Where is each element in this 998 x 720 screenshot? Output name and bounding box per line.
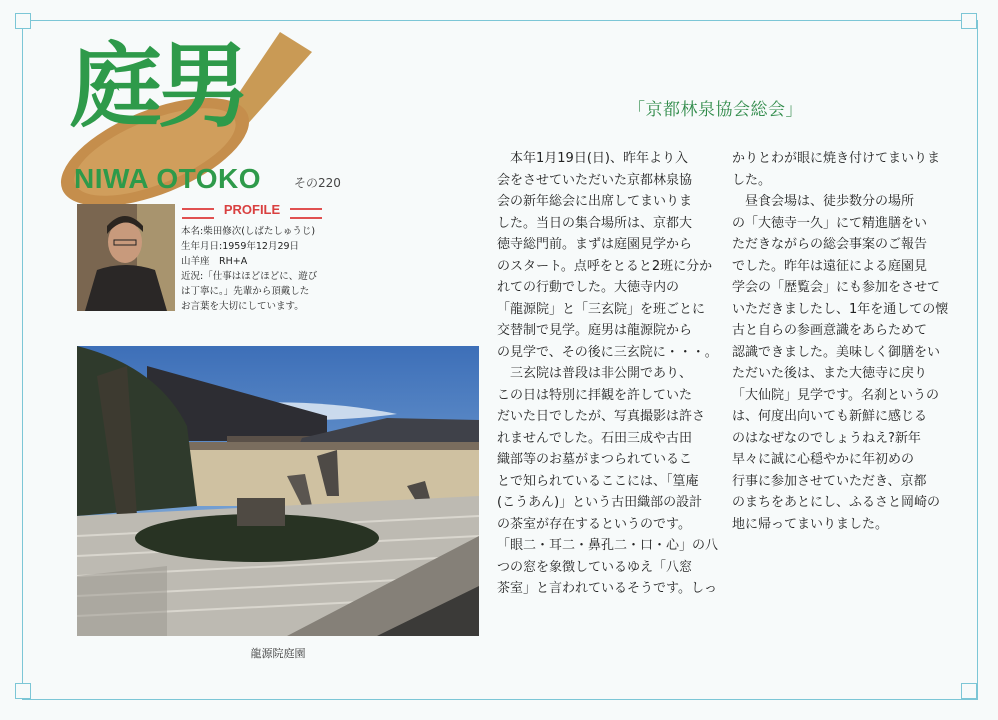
body-line: ただいた後は、また大徳寺に戻り xyxy=(732,366,928,381)
body-line: いただきましたし、1年を通しての懐 xyxy=(732,301,949,317)
body-line: 学会の「歴覧会」にも参加をさせて xyxy=(732,280,941,295)
body-line: (こうあん)」という古田織部の設計 xyxy=(497,495,703,510)
body-line: のスタート。点呼をとると2班に分か xyxy=(497,258,713,274)
body-line: とで知られているここには、「篁庵 xyxy=(497,473,699,489)
article-headline: 「京都林泉協会総会」 xyxy=(628,100,803,120)
body-line: 徳寺総門前。まずは庭園見学から xyxy=(497,237,693,252)
corner-mark-top-left xyxy=(15,13,31,29)
corner-mark-bottom-right xyxy=(961,683,977,699)
body-line: した。当日の集合場所は、京都大 xyxy=(497,215,693,231)
profile-portrait-photo xyxy=(77,204,175,311)
body-line: 昼食会場は、徒歩数分の場所 xyxy=(732,194,915,209)
body-line: の茶室が存在するというのです。 xyxy=(497,516,691,532)
body-line: 早々に誠に心穏やかに年初めの xyxy=(732,452,915,467)
body-line: 「龍源院」と「三玄院」を班ごとに xyxy=(497,301,706,317)
article-column-2 xyxy=(732,148,954,535)
profile-details xyxy=(181,224,329,314)
corner-mark-bottom-left xyxy=(15,683,31,699)
logo-title-roman: NIWA OTOKO xyxy=(74,163,261,194)
body-line: の「大徳寺一久」にて精進膳をい xyxy=(732,215,928,231)
body-line: 織部等のお墓がまつられているこ xyxy=(497,452,693,467)
body-line: 本年1月19日(日)、昨年より入 xyxy=(497,151,688,166)
body-line: のはなぜなのでしょうねえ?新年 xyxy=(732,430,921,446)
body-line: 「大仙院」見学です。名刹というの xyxy=(732,387,939,403)
body-line: 三玄院は普段は非公開であり、 xyxy=(497,366,693,381)
body-line: のまちをあとにし、ふるさと岡崎の xyxy=(732,495,941,510)
photo-caption: 龍源院庭園 xyxy=(250,647,306,660)
profile-line: お言葉を大切にしています。 xyxy=(181,301,304,312)
body-line: かりとわが眼に焼き付けてまいりま xyxy=(732,151,941,166)
garden-photo xyxy=(77,346,479,636)
article-column-1 xyxy=(497,148,719,600)
profile-line: 近況:「仕事はほどほどに、遊び xyxy=(181,271,318,282)
body-line: した。 xyxy=(732,172,772,188)
body-line: れませんでした。石田三成や古田 xyxy=(497,430,693,446)
logo-title-kanji: 庭男 xyxy=(70,32,247,140)
body-line: 「眼二・耳二・鼻孔二・口・心」の八 xyxy=(497,538,719,553)
body-line: 地に帰ってまいりました。 xyxy=(732,516,889,532)
profile-line: 山羊座 RH+A xyxy=(181,256,248,267)
body-line: この日は特別に拝観を許していた xyxy=(497,387,693,403)
body-line: つの窓を象徴しているゆえ「八窓 xyxy=(497,559,693,575)
profile-line: は丁寧に。」先輩から頂戴した xyxy=(181,286,310,297)
body-line: の見学で、その後に三玄院に・・・。 xyxy=(497,344,718,360)
corner-mark-top-right xyxy=(961,13,977,29)
body-line: れての行動でした。大徳寺内の xyxy=(497,280,680,295)
body-line: 認識できました。美味しく御膳をい xyxy=(732,344,941,360)
profile-line: 本名:柴田修次(しばたしゅうじ) xyxy=(181,226,316,237)
body-line: だいた日でしたが、写真撮影は許さ xyxy=(497,409,706,424)
body-line: 古と自らの参画意識をあらためて xyxy=(732,323,928,338)
body-line: 交替制で見学。庭男は龍源院から xyxy=(497,323,693,338)
body-line: 会をさせていただいた京都林泉協 xyxy=(497,172,693,188)
body-line: は、何度出向いても新鮮に感じる xyxy=(732,409,928,424)
issue-number: その220 xyxy=(294,176,341,190)
profile-heading xyxy=(182,202,322,222)
body-line: 茶室」と言われているそうです。しっ xyxy=(497,581,717,596)
body-line: ただきながらの総会事案のご報告 xyxy=(732,237,928,252)
body-line: 会の新年総会に出席してまいりま xyxy=(497,194,693,209)
body-line: でした。昨年は遠征による庭園見 xyxy=(732,258,928,274)
profile-heading-text: PROFILE xyxy=(223,202,281,217)
body-line: 行事に参加させていただき、京都 xyxy=(732,473,927,489)
profile-line: 生年月日:1959年12月29日 xyxy=(181,241,300,252)
